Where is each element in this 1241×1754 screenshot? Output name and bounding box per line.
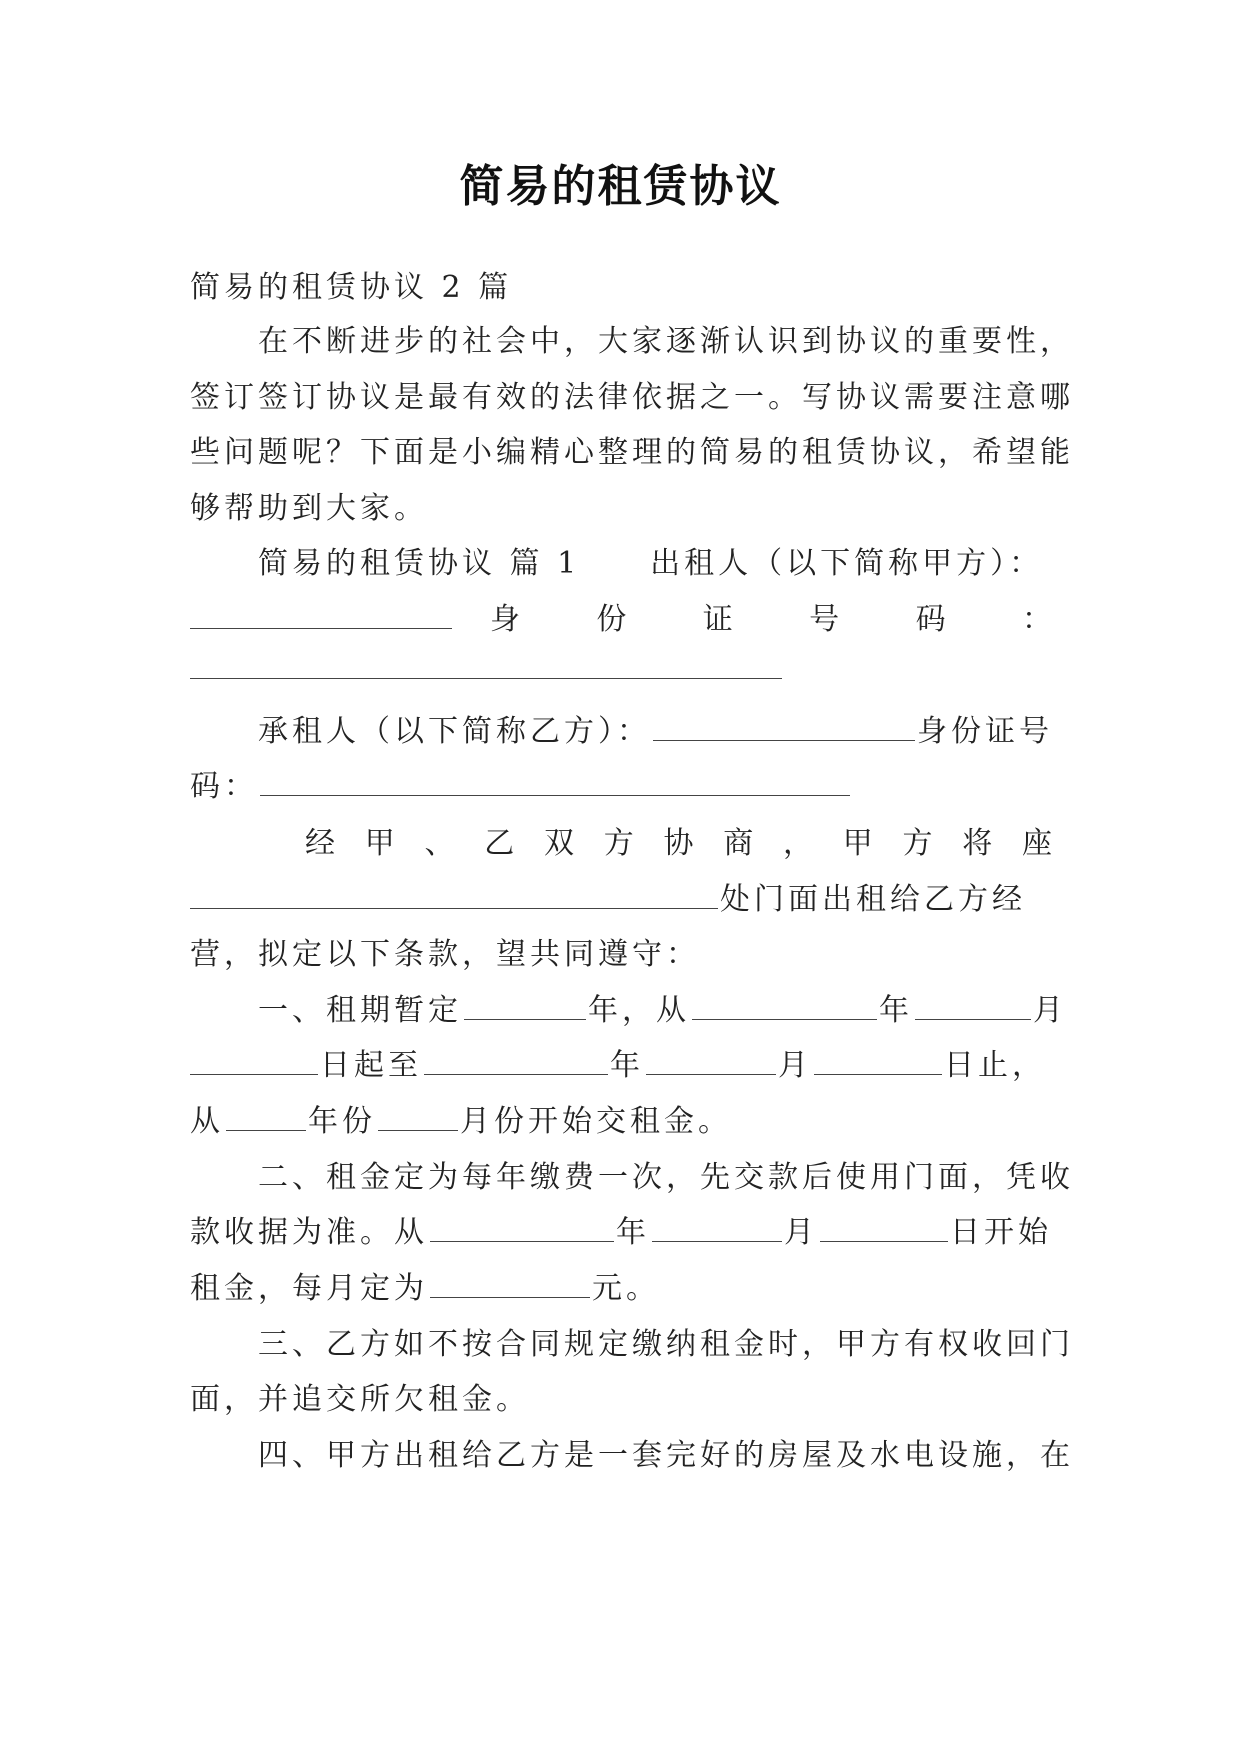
rent-start-year-blank bbox=[226, 1104, 306, 1131]
lessor-label: 出租人（以下简称甲方）： bbox=[650, 546, 1044, 581]
lessee-id-label-2: 码： bbox=[190, 769, 258, 804]
intro-line-3: 些问题呢？下面是小编精心整理的简易的租赁协议，希望能 bbox=[190, 435, 1074, 470]
lessee-name-blank bbox=[653, 714, 915, 741]
document-subtitle: 简易的租赁协议 2 篇 bbox=[190, 270, 513, 305]
rent-start-month-blank bbox=[378, 1104, 458, 1131]
document-title: 简易的租赁协议 bbox=[459, 161, 782, 212]
clause-3-line-1: 三、乙方如不按合同规定缴纳租金时，甲方有权收回门 bbox=[258, 1327, 1074, 1362]
intro-line-2: 签订签订协议是最有效的法律依据之一。写协议需要注意哪 bbox=[190, 380, 1074, 415]
lessor-id-blank-line bbox=[190, 650, 1052, 690]
lessee-id-blank bbox=[260, 769, 850, 796]
clause-2-line-3: 租金，每月定为 元。 bbox=[190, 1271, 660, 1306]
end-day-blank bbox=[814, 1048, 942, 1075]
clause-2-line-1: 二、租金定为每年缴费一次，先交款后使用门面，凭收 bbox=[258, 1160, 1074, 1195]
agreement-line-2: 处门面出租给乙方经 bbox=[190, 880, 1052, 920]
rent-day-blank bbox=[820, 1215, 948, 1242]
clause-3-line-2: 面，并追交所欠租金。 bbox=[190, 1382, 530, 1417]
clause-4-line-1: 四、甲方出租给乙方是一套完好的房屋及水电设施，在 bbox=[258, 1438, 1074, 1473]
rent-year-blank bbox=[430, 1215, 614, 1242]
id-number-label: 身 份 证 号 码 ： bbox=[490, 602, 1052, 637]
lease-years-blank bbox=[464, 993, 586, 1020]
lessor-name-blank bbox=[190, 602, 452, 629]
clause-1-line-3: 从 年份 月份开始交租金。 bbox=[190, 1104, 732, 1139]
clause-2-line-2: 款收据为准。从 年 月 日开始 bbox=[190, 1215, 1052, 1250]
start-day-blank bbox=[190, 1048, 318, 1075]
agreement-line-1: 经 甲 、 乙 双 方 协 商 ， 甲 方 将 座 bbox=[305, 826, 1052, 861]
rent-month-blank bbox=[652, 1215, 782, 1242]
lessee-id-line bbox=[190, 767, 1052, 807]
agreement-line-3: 营，拟定以下条款，望共同遵守： bbox=[190, 937, 700, 972]
end-month-blank bbox=[646, 1048, 776, 1075]
intro-line-4: 够帮助到大家。 bbox=[190, 491, 428, 526]
start-month-blank bbox=[915, 993, 1031, 1020]
end-year-blank bbox=[424, 1048, 608, 1075]
section-1-heading-line bbox=[258, 544, 1052, 584]
lessee-label: 承租人（以下简称乙方）： bbox=[258, 714, 651, 749]
lessee-line bbox=[258, 712, 1120, 752]
start-year-blank bbox=[692, 993, 877, 1020]
intro-line-1: 在不断进步的社会中，大家逐渐认识到协议的重要性， bbox=[258, 324, 1074, 359]
clause-1-line-1: 一、租期暂定 年，从 年 月 bbox=[258, 993, 1067, 1028]
lessee-id-label: 身份证号 bbox=[917, 714, 1053, 749]
lessor-id-line bbox=[190, 600, 1052, 640]
clause-1-line-2: 日起至 年 月 日止， bbox=[190, 1046, 1052, 1086]
premises-location-blank bbox=[190, 882, 718, 909]
monthly-rent-blank bbox=[430, 1271, 590, 1298]
section-1-heading: 简易的租赁协议 篇 1 bbox=[258, 546, 581, 581]
lessor-id-blank bbox=[190, 652, 782, 679]
